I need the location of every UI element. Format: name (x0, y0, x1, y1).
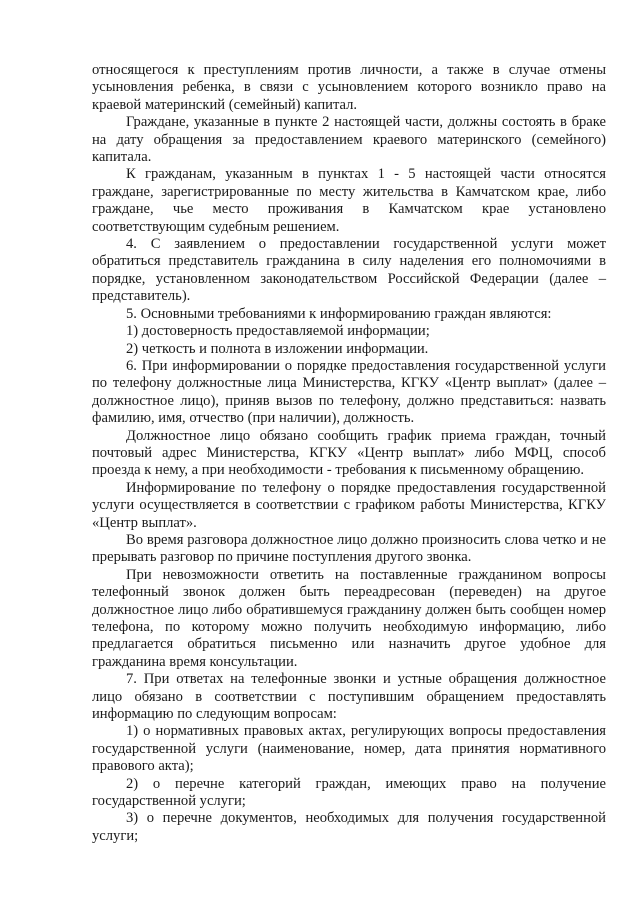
paragraph-item-7-1: 1) о нормативных правовых актах, регулирующих вопросы предоставления государственной услуги (наименование, номер, дата принятия нормативного правового акта); (92, 723, 606, 775)
paragraph-item-6: 6. При информировании о порядке предоставления государственной услуги по телефону должностные лица Министерства, КГКУ «Центр выплат» (далее – должностное лицо), приняв вызов по телефону, должно представиться: назвать фамилию, имя, отчество (при наличии), должность. (92, 357, 606, 427)
paragraph-item-7: 7. При ответах на телефонные звонки и устные обращения должностное лицо обязано в соответствии с поступившим обращением предоставлять информацию по следующим вопросам: (92, 671, 606, 723)
paragraph-spouses: Граждане, указанные в пункте 2 настоящей части, должны состоять в браке на дату обращения за предоставлением краевого материнского (семейного) капитала. (92, 114, 606, 166)
paragraph-schedule: Должностное лицо обязано сообщить график приема граждан, точный почтовый адрес Министерства, КГКУ «Центр выплат» либо МФЦ, способ проезда к нему, а при необходимости - требования к письменному обращению. (92, 427, 606, 479)
paragraph-item-5-1: 1) достоверность предоставляемой информации; (126, 323, 430, 340)
paragraph-continuation: относящегося к преступлениям против личности, а также в случае отмены усыновления ребенка, в связи с усыновлением которого возникло право на краевой материнский (семейный) капитал. (92, 62, 606, 113)
paragraph-redirect: При невозможности ответить на поставленные гражданином вопросы телефонный звонок должен быть переадресован (переведен) на другое должностное лицо либо обратившемуся гражданину должен быть сообщен номер телефона, по которому можно получить необходимую информацию, либо предлагается обратиться письменно или назначить другое удобное для гражданина время консультации. (92, 566, 606, 670)
paragraph-residents: К гражданам, указанным в пунктах 1 - 5 настоящей части относятся граждане, зарегистрированные по месту жительства в Камчатском крае, либо граждане, чье место проживания в Камчатском крае установлено соответствующим судебным решением. (92, 166, 606, 235)
paragraph-item-5-2: 2) четкость и полнота в изложении информации. (126, 340, 429, 357)
paragraph-conversation: Во время разговора должностное лицо должно произносить слова четко и не прерывать разговор по причине поступления другого звонка. (92, 531, 606, 566)
paragraph-phone-info: Информирование по телефону о порядке предоставления государственной услуги осуществляется в соответствии с графиком работы Министерства, КГКУ «Центр выплат». (92, 479, 606, 531)
paragraph-item-4: 4. С заявлением о предоставлении государственной услуги может обратиться представитель гражданина в силу наделения его полномочиями в порядке, установленном законодательством Российской Федерации (далее – представитель). (92, 236, 606, 305)
paragraph-item-7-3: 3) о перечне документов, необходимых для получения государственной услуги; (92, 810, 606, 844)
paragraph-item-7-2: 2) о перечне категорий граждан, имеющих право на получение государственной услуги; (92, 775, 606, 810)
paragraph-item-5: 5. Основными требованиями к информированию граждан являются: (126, 305, 552, 322)
